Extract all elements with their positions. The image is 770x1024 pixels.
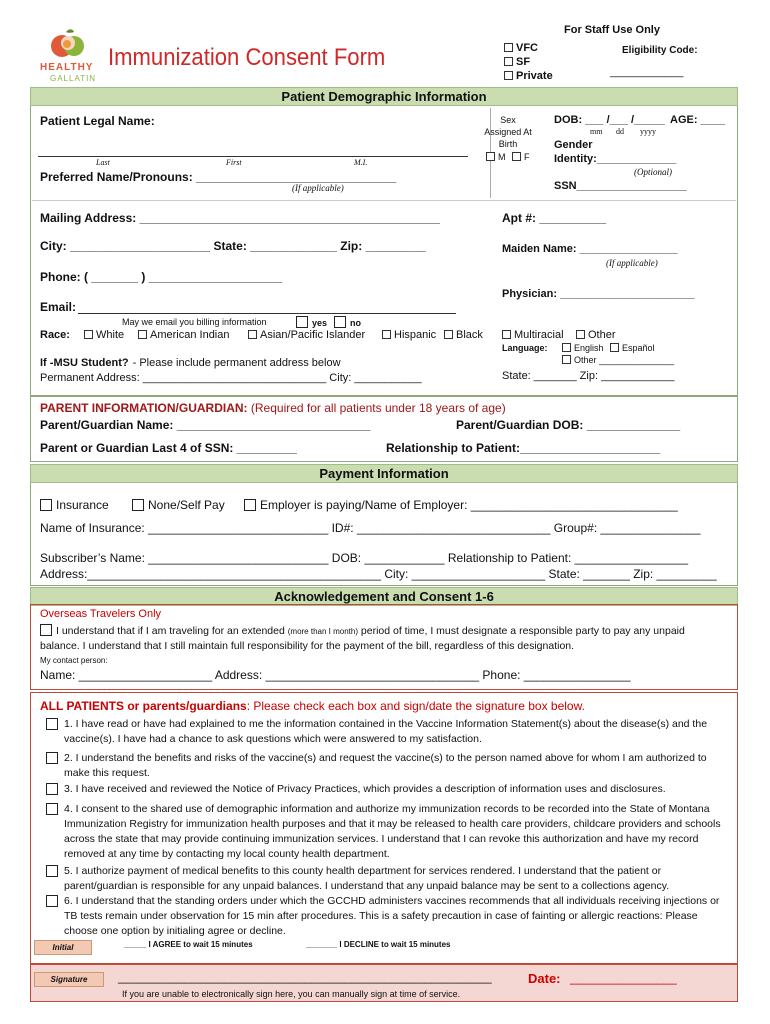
apt-field[interactable]: Apt #: __________ bbox=[502, 211, 607, 225]
legal-name-label: Patient Legal Name: bbox=[40, 114, 155, 128]
permanent-address-field[interactable]: Permanent Address: ______________________________ City: ___________ bbox=[40, 372, 422, 384]
race-asian-checkbox[interactable] bbox=[248, 330, 257, 339]
maiden-name-field[interactable]: Maiden Name: ________________ bbox=[502, 243, 678, 255]
race-black[interactable]: Black bbox=[444, 329, 483, 341]
overseas-heading: Overseas Travelers Only bbox=[40, 608, 162, 620]
race-hispanic[interactable]: Hispanic bbox=[382, 329, 436, 341]
email-no-option[interactable]: no bbox=[334, 316, 361, 328]
city-state-zip-field[interactable]: City: _____________________ State: _____________ Zip: _________ bbox=[40, 239, 426, 253]
payment-self-pay[interactable]: None/Self Pay bbox=[132, 498, 225, 512]
overseas-checkbox[interactable] bbox=[40, 624, 52, 636]
vfc-option[interactable]: VFC bbox=[504, 42, 538, 54]
maiden-if-applicable: (If applicable) bbox=[606, 258, 658, 268]
demographic-hline bbox=[32, 200, 736, 201]
dob-mm-caption: mm bbox=[590, 127, 603, 136]
race-american-indian-checkbox[interactable] bbox=[138, 330, 147, 339]
signature-tag: Signature bbox=[34, 972, 104, 987]
vfc-checkbox[interactable] bbox=[504, 43, 513, 52]
msu-student-label: If -MSU Student? - Please include permanent address below bbox=[40, 357, 341, 369]
mi-caption: M.I. bbox=[354, 158, 368, 167]
race-label: Race: bbox=[40, 329, 70, 341]
contact-person-fields[interactable]: Name: ____________________ Address: ________________________________ Phone: ________________ bbox=[40, 668, 631, 682]
sf-checkbox[interactable] bbox=[504, 57, 513, 66]
consent-6-checkbox[interactable] bbox=[46, 895, 58, 907]
consent-2-checkbox[interactable] bbox=[46, 752, 58, 764]
race-black-checkbox[interactable] bbox=[444, 330, 453, 339]
email-yes-checkbox[interactable] bbox=[296, 316, 308, 328]
email-label: Email: bbox=[40, 300, 77, 314]
payment-employer[interactable]: Employer is paying/Name of Employer: _______________________________ bbox=[244, 498, 678, 512]
consent-item-3: 3. I have received and reviewed the Notice of Privacy Practices, which provides a description of information uses and disclosures. bbox=[44, 782, 728, 797]
subscriber-fields[interactable]: Subscriber’s Name: ___________________________ DOB: ____________ Relationship to Patient: _________________ bbox=[40, 551, 689, 565]
parent-relationship-field[interactable]: Relationship to Patient:_____________________ bbox=[386, 441, 661, 455]
first-caption: First bbox=[226, 158, 242, 167]
private-option[interactable]: Private bbox=[504, 70, 553, 82]
age-field[interactable]: AGE: ____ bbox=[670, 114, 726, 126]
race-other[interactable]: Other bbox=[576, 329, 616, 341]
self-pay-checkbox[interactable] bbox=[132, 499, 144, 511]
email-no-checkbox[interactable] bbox=[334, 316, 346, 328]
eligibility-field[interactable]: ____________ bbox=[610, 66, 684, 78]
sex-f-checkbox[interactable] bbox=[512, 152, 521, 161]
race-white[interactable]: White bbox=[84, 329, 124, 341]
payment-section-bar: Payment Information bbox=[30, 464, 738, 483]
race-other-checkbox[interactable] bbox=[576, 330, 585, 339]
page-title: Immunization Consent Form bbox=[108, 44, 386, 71]
email-yes-option[interactable]: yes bbox=[296, 316, 327, 328]
signature-line[interactable]: ________________________________________________________ bbox=[118, 970, 492, 984]
logo-line1: HEALTHY bbox=[40, 62, 94, 73]
ack-section-bar: Acknowledgement and Consent 1-6 bbox=[30, 587, 738, 606]
mailing-address-field[interactable]: Mailing Address: _____________________________________________ bbox=[40, 211, 440, 225]
language-label: Language: bbox=[502, 343, 548, 353]
date-label: Date: bbox=[528, 971, 561, 986]
language-english-checkbox[interactable] bbox=[562, 343, 571, 352]
initial-tag: Initial bbox=[34, 940, 92, 955]
preferred-name-field[interactable]: Preferred Name/Pronouns: ______________________________ bbox=[40, 170, 397, 184]
parent-heading: PARENT INFORMATION/GUARDIAN: (Required for all patients under 18 years of age) bbox=[40, 401, 506, 415]
logo-line2: GALLATIN bbox=[50, 74, 97, 83]
sex-m-checkbox[interactable] bbox=[486, 152, 495, 161]
dob-dd-caption: dd bbox=[616, 127, 624, 136]
preferred-if-applicable: (If applicable) bbox=[292, 183, 344, 193]
language-espanol[interactable]: Español bbox=[610, 343, 655, 353]
race-hispanic-checkbox[interactable] bbox=[382, 330, 391, 339]
parent-ssn-field[interactable]: Parent or Guardian Last 4 of SSN: _________ bbox=[40, 441, 297, 455]
consent-4-checkbox[interactable] bbox=[46, 803, 58, 815]
dob-yyyy-caption: yyyy bbox=[640, 127, 656, 136]
agree-initial-field[interactable]: _____ I AGREE to wait 15 minutes bbox=[124, 940, 253, 949]
race-white-checkbox[interactable] bbox=[84, 330, 93, 339]
all-patients-heading: ALL PATIENTS or parents/guardians: Please check each box and sign/date the signature box below. bbox=[40, 699, 585, 713]
staff-use-title: For Staff Use Only bbox=[564, 24, 660, 36]
private-checkbox[interactable] bbox=[504, 71, 513, 80]
logo bbox=[36, 26, 102, 86]
language-other-checkbox[interactable] bbox=[562, 355, 571, 364]
consent-3-checkbox[interactable] bbox=[46, 783, 58, 795]
sex-f-option[interactable]: F bbox=[512, 152, 530, 162]
race-multiracial-checkbox[interactable] bbox=[502, 330, 511, 339]
insurance-checkbox[interactable] bbox=[40, 499, 52, 511]
consent-item-1: 1. I have read or have had explained to me the information contained in the Vaccine Information Statement(s) about the disease(s) and the vaccine(s). I have had a chance to ask questions which were answered to my satisfaction. bbox=[44, 717, 728, 747]
contact-person-label: My contact person: bbox=[40, 656, 108, 665]
permanent-state-zip-field[interactable]: State: _______ Zip: ____________ bbox=[502, 370, 675, 382]
consent-5-checkbox[interactable] bbox=[46, 865, 58, 877]
payment-insurance[interactable]: Insurance bbox=[40, 498, 109, 512]
date-field[interactable]: ________________ bbox=[570, 971, 677, 985]
last-caption: Last bbox=[96, 158, 110, 167]
race-asian[interactable]: Asian/Pacific Islander bbox=[248, 329, 365, 341]
demographic-section-bar: Patient Demographic Information bbox=[30, 87, 738, 106]
gender-optional-caption: (Optional) bbox=[634, 167, 672, 177]
subscriber-address-fields[interactable]: Address:____________________________________________ City: ____________________ State: _______ Zip: _________ bbox=[40, 567, 717, 581]
gender-label: Gender bbox=[554, 139, 593, 151]
consent-item-6: 6. I understand that the standing orders under which the GCCHD administers vaccines recommends that all individuals receiving injections or TB tests remain under observation for 15 min after procedures. This is a safety precaution in case of fainting or allergic reactions: Please choose one option by initialing agree or decline. bbox=[44, 894, 728, 939]
language-english[interactable]: English bbox=[562, 343, 604, 353]
ssn-field[interactable]: SSN__________________ bbox=[554, 180, 687, 192]
language-espanol-checkbox[interactable] bbox=[610, 343, 619, 352]
signature-note: If you are unable to electronically sign here, you can manually sign at time of service. bbox=[122, 989, 461, 999]
language-other[interactable]: Other _______________ bbox=[562, 355, 674, 365]
parent-name-field[interactable]: Parent/Guardian Name: _____________________________ bbox=[40, 418, 371, 432]
gender-identity-field[interactable]: Identity:_____________ bbox=[554, 153, 677, 165]
logo-fruit-icon bbox=[36, 26, 102, 62]
email-billing-question: May we email you billing information bbox=[122, 317, 267, 327]
consent-item-5: 5. I authorize payment of medical benefits to this county health department for services rendered. I understand that the patient or parent/guardian is responsible for any unpaid balances. I understand that any unpaid balance may be sent to a collections agency. bbox=[44, 864, 728, 894]
sex-m-option[interactable]: M bbox=[486, 152, 506, 162]
eligibility-label: Eligibility Code: bbox=[622, 45, 698, 56]
parent-dob-field[interactable]: Parent/Guardian DOB: ______________ bbox=[456, 418, 681, 432]
email-input[interactable] bbox=[78, 313, 456, 314]
sf-option[interactable]: SF bbox=[504, 56, 530, 68]
overseas-paragraph: I understand that if I am traveling for an extended (more than I month) period of time, I must designate a responsible party to pay any unpaid balance. I understand that I still maintain full responsibility for the payment of the bill, regardless of this designation. bbox=[40, 625, 685, 652]
dob-field[interactable]: DOB: ___ /___ /_____ bbox=[554, 114, 665, 126]
consent-item-2: 2. I understand the benefits and risks of the vaccine(s) and request the vaccine(s) to the person named above for whom I am authorized to make this request. bbox=[44, 751, 728, 781]
employer-checkbox[interactable] bbox=[244, 499, 256, 511]
legal-name-input[interactable] bbox=[38, 156, 468, 157]
insurance-details-fields[interactable]: Name of Insurance: ___________________________ ID#: _____________________________ Group#: _______________ bbox=[40, 521, 701, 535]
race-multiracial[interactable]: Multiracial bbox=[502, 329, 564, 341]
decline-initial-field[interactable]: _______ I DECLINE to wait 15 minutes bbox=[306, 940, 451, 949]
consent-1-checkbox[interactable] bbox=[46, 718, 58, 730]
consent-item-4: 4. I consent to the shared use of demographic information and authorize my immunization records to be recorded into the State of Montana Immunization Registry for immunization health purposes and that it may be released to health care providers, childcare providers and schools across the state that may provide continuing immunization services. I understand that I can revoke this authorization and have my record removed at any time by contacting my local county health department. bbox=[44, 802, 728, 862]
phone-field[interactable]: Phone: ( _______ ) ____________________ bbox=[40, 270, 283, 284]
sex-assigned-label: Sex Assigned At Birth bbox=[484, 115, 532, 149]
physician-field[interactable]: Physician: ______________________ bbox=[502, 288, 695, 300]
race-american-indian[interactable]: American Indian bbox=[138, 329, 230, 341]
